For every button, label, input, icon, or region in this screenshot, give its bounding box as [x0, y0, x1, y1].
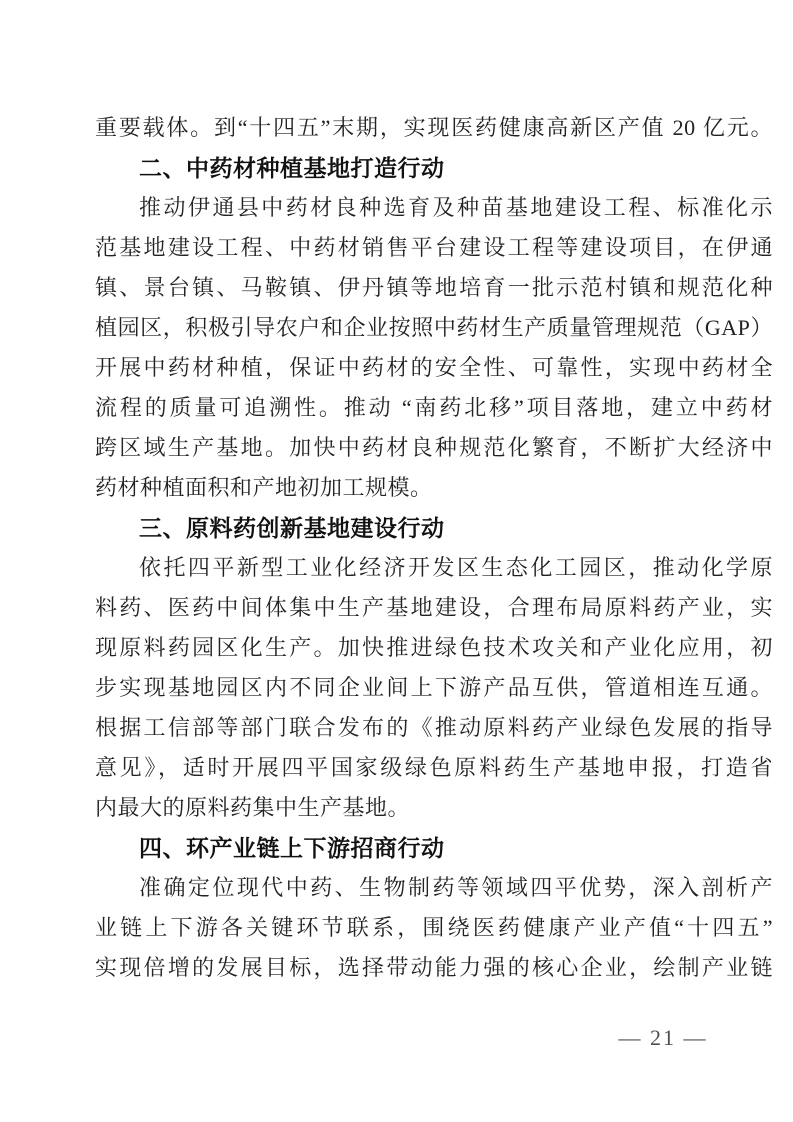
text-line: 镇、景台镇、马鞍镇、伊丹镇等地培育一批示范村镇和规范化种 [95, 275, 773, 300]
text-line: 流程的质量可追溯性。推动 “南药北移”项目落地，建立中药材 [95, 395, 773, 420]
text-line: 料药、医药中间体集中生产基地建设，合理布局原料药产业，实 [95, 595, 773, 620]
text-line: 植园区，积极引导农户和企业按照中药材生产质量管理规范（GAP） [95, 315, 773, 340]
text-line: 业链上下游各关键环节联系，围绕医药健康产业产值“十四五” [95, 915, 773, 940]
section-heading: 三、原料药创新基地建设行动 [139, 515, 445, 541]
text-line: 开展中药材种植，保证中药材的安全性、可靠性，实现中药材全 [95, 355, 773, 380]
text-line: 范基地建设工程、中药材销售平台建设工程等建设项目，在伊通 [95, 235, 773, 260]
section-heading: 二、中药材种植基地打造行动 [139, 155, 445, 181]
text-line: 根据工信部等部门联合发布的《推动原料药产业绿色发展的指导 [95, 715, 773, 740]
text-line: 推动伊通县中药材良种选育及种苗基地建设工程、标准化示 [139, 195, 773, 220]
text-line: 重要载体。到“十四五”末期，实现医药健康高新区产值 20 亿元。 [95, 115, 773, 140]
section-heading: 四、环产业链上下游招商行动 [139, 835, 445, 861]
text-line: 现原料药园区化生产。加快推进绿色技术攻关和产业化应用，初 [95, 635, 773, 660]
text-line: 依托四平新型工业化经济开发区生态化工园区，推动化学原 [139, 555, 773, 580]
text-line: 步实现基地园区内不同企业间上下游产品互供，管道相连互通。 [95, 675, 773, 700]
text-line: 药材种植面积和产地初加工规模。 [95, 475, 433, 500]
text-line: 跨区域生产基地。加快中药材良种规范化繁育，不断扩大经济中 [95, 435, 773, 460]
document-body [95, 108, 773, 988]
text-line: 实现倍增的发展目标，选择带动能力强的核心企业，绘制产业链 [95, 955, 773, 980]
text-line: 意见》，适时开展四平国家级绿色原料药生产基地申报，打造省 [95, 755, 773, 780]
text-line: 内最大的原料药集中生产基地。 [95, 795, 411, 820]
text-line: 准确定位现代中药、生物制药等领域四平优势，深入剖析产 [139, 875, 773, 900]
page-number: — 21 — [618, 1025, 708, 1050]
